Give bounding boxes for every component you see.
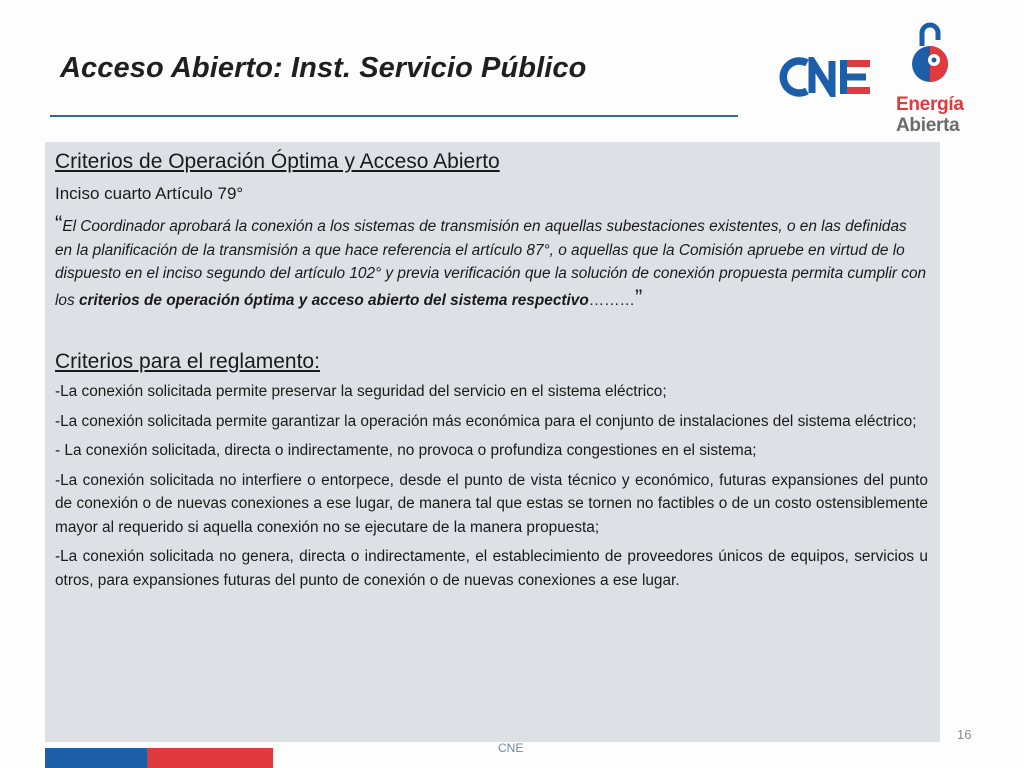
criteria-item: -La conexión solicitada permite garantizar la operación más económica para el conjunto de instalaciones del sistema eléctrico; — [55, 412, 917, 430]
criteria-item: - La conexión solicitada, directa o indirectamente, no provoca o profundiza congestiones en el sistema; — [55, 442, 757, 459]
criteria-item: -La conexión solicitada no genera, directa o indirectamente, el establecimiento de proveedores únicos de equipos, servicios u otros, para expansiones futuras del punto de conexión o de nuevas conexiones a ese lugar. — [55, 548, 928, 589]
content-box — [45, 142, 940, 742]
section2-heading: Criterios para el reglamento: — [55, 350, 320, 373]
footer-label: CNE — [498, 741, 524, 755]
legal-quote — [55, 212, 928, 312]
quote-close: ” — [634, 284, 643, 310]
quote-open: “ — [55, 211, 63, 236]
energia-abierta-logo — [892, 20, 972, 135]
padlock-icon — [910, 20, 950, 88]
criteria-item: -La conexión solicitada permite preservar la seguridad del servicio en el sistema eléctrico; — [55, 383, 667, 400]
section1-heading: Criterios de Operación Óptima y Acceso Abierto — [55, 150, 500, 173]
quote-bold-text: criterios de operación óptima y acceso abierto del sistema respectivo — [78, 291, 589, 309]
slide-title: Acceso Abierto: Inst. Servicio Público — [60, 52, 587, 84]
page-number: 16 — [957, 727, 972, 742]
cne-logo — [777, 57, 873, 97]
energia-text: Energía — [896, 94, 964, 115]
quote-text: El Coordinador aprobará la conexión a los sistemas de transmisión en aquellas subestaciones existentes, o en las definidas en la planificación de la transmisión a que hace referencia el artículo 87°, o aquellas que la Comisión apruebe en virtud de lo dispuesto en el inciso segundo del artículo 102° y previa verificación que la solución de conexión propuesta permita cumplir con los — [55, 218, 927, 309]
title-divider — [50, 115, 738, 117]
quote-dots: ……… — [588, 291, 635, 309]
abierta-text: Abierta — [896, 115, 960, 136]
criteria-item: -La conexión solicitada no interfiere o entorpece, desde el punto de vista técnico y económico, futuras expansiones del punto de conexión o de nuevas conexiones a ese lugar, de manera tal que estas se tornen no factibles o de un costo ostensiblemente mayor al requerido si aquella conexión no se ejecutare de la manera propuesta; — [55, 471, 928, 536]
section1-subheading: Inciso cuarto Artículo 79° — [55, 184, 244, 203]
criteria-list — [55, 380, 928, 592]
footer-blue-bar — [45, 748, 147, 768]
footer-red-bar — [147, 748, 273, 768]
